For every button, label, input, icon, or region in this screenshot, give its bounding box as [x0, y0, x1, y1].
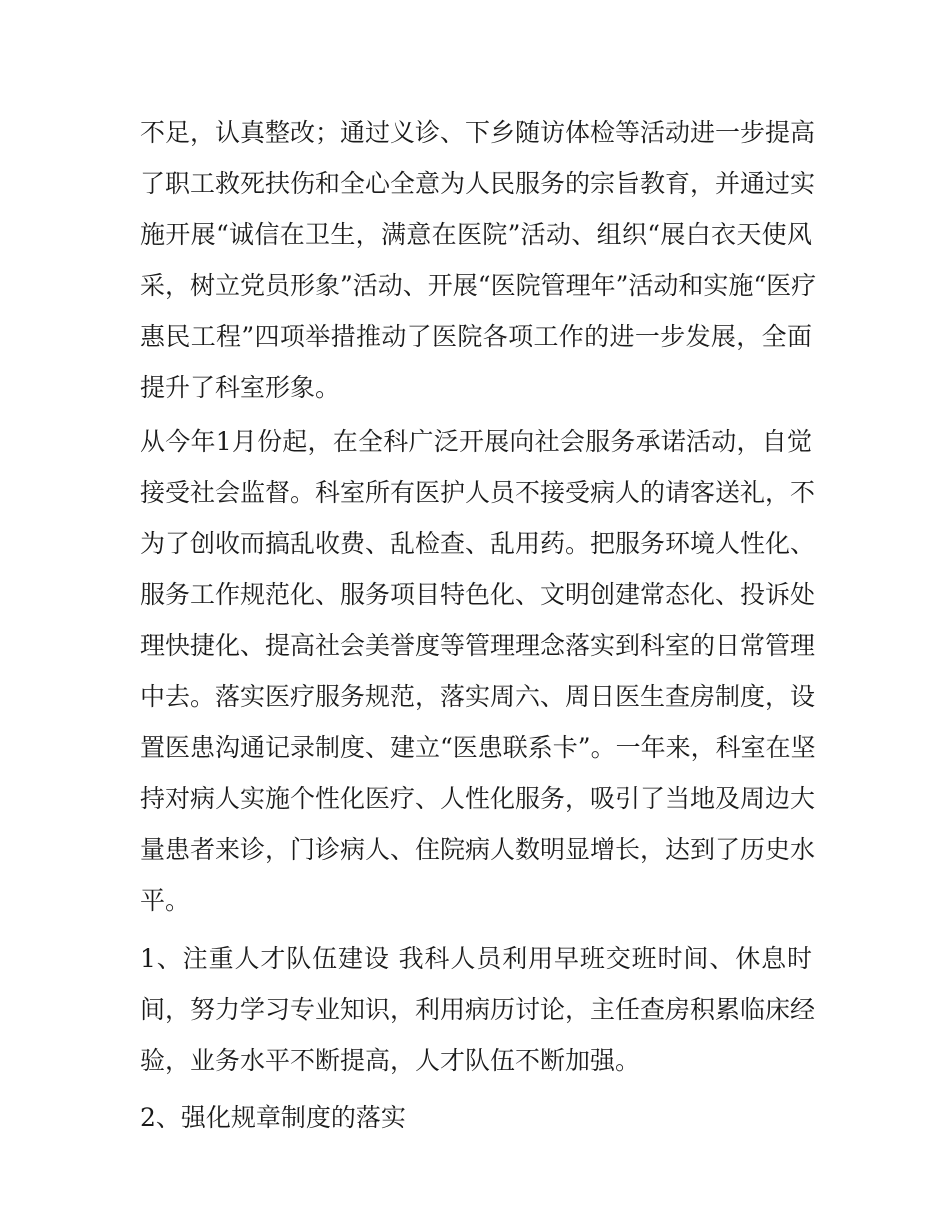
text-line: 1、注重人才队伍建设 我科人员利用早班交班时间、休息时 — [140, 943, 812, 973]
text-line: 持对病人实施个性化医疗、人性化服务，吸引了当地及周边大 — [140, 784, 816, 814]
text-line: 置医患沟通记录制度、建立“医患联系卡”。一年来，科室在坚 — [140, 733, 816, 763]
text-line: 验，业务水平不断提高，人才队伍不断加强。 — [140, 1045, 641, 1075]
text-line: 服务工作规范化、服务项目特色化、文明创建常态化、投诉处 — [140, 579, 816, 609]
text-line: 平。 — [140, 886, 191, 916]
text-line: 施开展“诚信在卫生，满意在医院”活动、组织“展白衣天使风 — [140, 220, 812, 250]
text-line: 中去。落实医疗服务规范，落实周六、周日医生查房制度，设 — [140, 682, 816, 712]
text-line: 接受社会监督。科室所有医护人员不接受病人的请客送礼，不 — [140, 477, 816, 507]
text-line: 从今年1月份起，在全科广泛开展向社会服务承诺活动，自觉 — [140, 426, 812, 456]
text-line: 为了创收而搞乱收费、乱检查、乱用药。把服务环境人性化、 — [140, 528, 816, 558]
text-line: 采，树立党员形象”活动、开展“医院管理年”活动和实施“医疗 — [140, 271, 817, 301]
text-line: 不足，认真整改；通过义诊、下乡随访体检等活动进一步提高 — [140, 118, 816, 147]
text-line: 了职工救死扶伤和全心全意为人民服务的宗旨教育，并通过实 — [140, 169, 816, 199]
text-line: 惠民工程”四项举措推动了医院各项工作的进一步发展，全面 — [140, 322, 812, 352]
paragraph-regulations-heading — [140, 1092, 812, 1143]
paragraph-service-improvement — [140, 107, 817, 414]
text-line: 间，努力学习专业知识，利用病历讨论，主任查房积累临床经 — [140, 994, 816, 1024]
text-line: 2、强化规章制度的落实 — [140, 1102, 406, 1132]
paragraph-service-commitment — [140, 416, 816, 927]
document-body — [140, 107, 817, 1143]
text-line: 提升了科室形象。 — [140, 373, 341, 403]
text-line: 量患者来诊，门诊病人、住院病人数明显增长，达到了历史水 — [140, 835, 816, 865]
paragraph-talent-team — [140, 933, 816, 1086]
text-line: 理快捷化、提高社会美誉度等管理理念落实到科室的日常管理 — [140, 630, 816, 660]
